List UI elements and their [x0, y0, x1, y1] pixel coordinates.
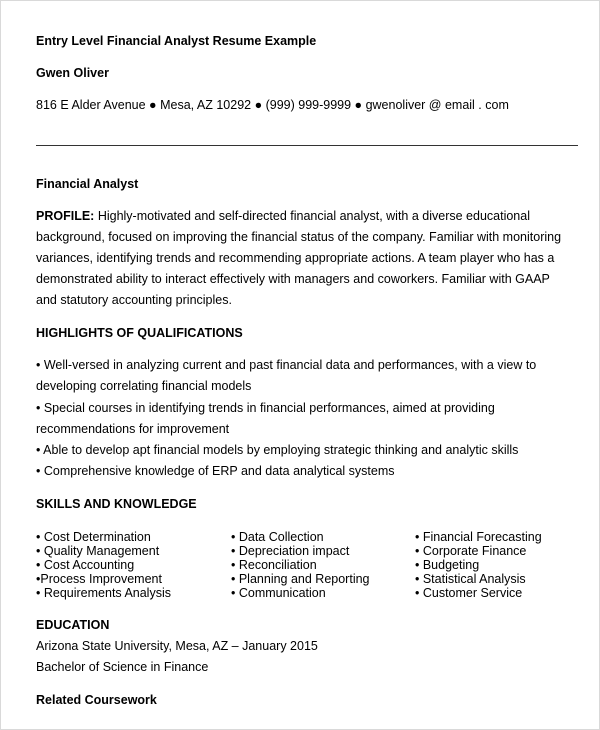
highlight-item: • Able to develop apt financial models by employing strategic thinking and analytic skills	[36, 443, 519, 457]
skill-item: • Quality Management	[36, 544, 160, 558]
skills-column-1	[36, 530, 171, 600]
skill-item: • Cost Determination	[36, 530, 151, 544]
skill-item: • Financial Forecasting	[415, 530, 542, 544]
skill-item: • Requirements Analysis	[36, 586, 171, 600]
skill-item: • Budgeting	[415, 558, 480, 572]
highlights-heading: HIGHLIGHTS OF QUALIFICATIONS	[36, 326, 243, 340]
coursework-heading: Related Coursework	[36, 693, 157, 707]
skill-item: • Planning and Reporting	[231, 572, 370, 586]
skill-item: • Communication	[231, 586, 326, 600]
candidate-name: Gwen Oliver	[36, 66, 109, 80]
skill-item: • Customer Service	[415, 586, 523, 600]
divider	[36, 145, 578, 146]
skill-item: • Corporate Finance	[415, 544, 527, 558]
education-heading: EDUCATION	[36, 618, 110, 632]
education-school: Arizona State University, Mesa, AZ – January 2015	[36, 639, 318, 653]
profile-text: Highly-motivated and self-directed financial analyst, with a diverse educational background, focused on improving the financial status of the company. Familiar with monitoring variances, identifying trends and recommending appropriate actions. A team player who has a demonstrated ability to interact effectively with managers and coworkers. Familiar with GAAP and statutory accounting principles.	[36, 209, 562, 307]
skill-item: •Process Improvement	[36, 572, 162, 586]
highlight-item: • Well-versed in analyzing current and past financial data and performances, with a view to developing correlating financial models	[36, 358, 537, 393]
profile-label: PROFILE:	[36, 209, 95, 223]
skills-heading: SKILLS AND KNOWLEDGE	[36, 497, 197, 511]
skills-column-2	[231, 530, 370, 600]
skill-item: • Statistical Analysis	[415, 572, 526, 586]
highlight-item: • Comprehensive knowledge of ERP and data analytical systems	[36, 464, 395, 478]
skill-item: • Data Collection	[231, 530, 324, 544]
skills-column-3	[415, 530, 542, 600]
skill-item: • Depreciation impact	[231, 544, 350, 558]
education-degree: Bachelor of Science in Finance	[36, 660, 209, 674]
highlight-item: • Special courses in identifying trends in financial performances, aimed at providing recommendations for improvement	[36, 401, 495, 436]
skill-item: • Reconciliation	[231, 558, 317, 572]
contact-line: 816 E Alder Avenue ● Mesa, AZ 10292 ● (999) 999-9999 ● gwenoliver @ email . com	[36, 98, 509, 112]
profile-paragraph	[36, 206, 571, 311]
position-title: Financial Analyst	[36, 177, 139, 191]
skill-item: • Cost Accounting	[36, 558, 135, 572]
document-title: Entry Level Financial Analyst Resume Example	[36, 34, 317, 48]
